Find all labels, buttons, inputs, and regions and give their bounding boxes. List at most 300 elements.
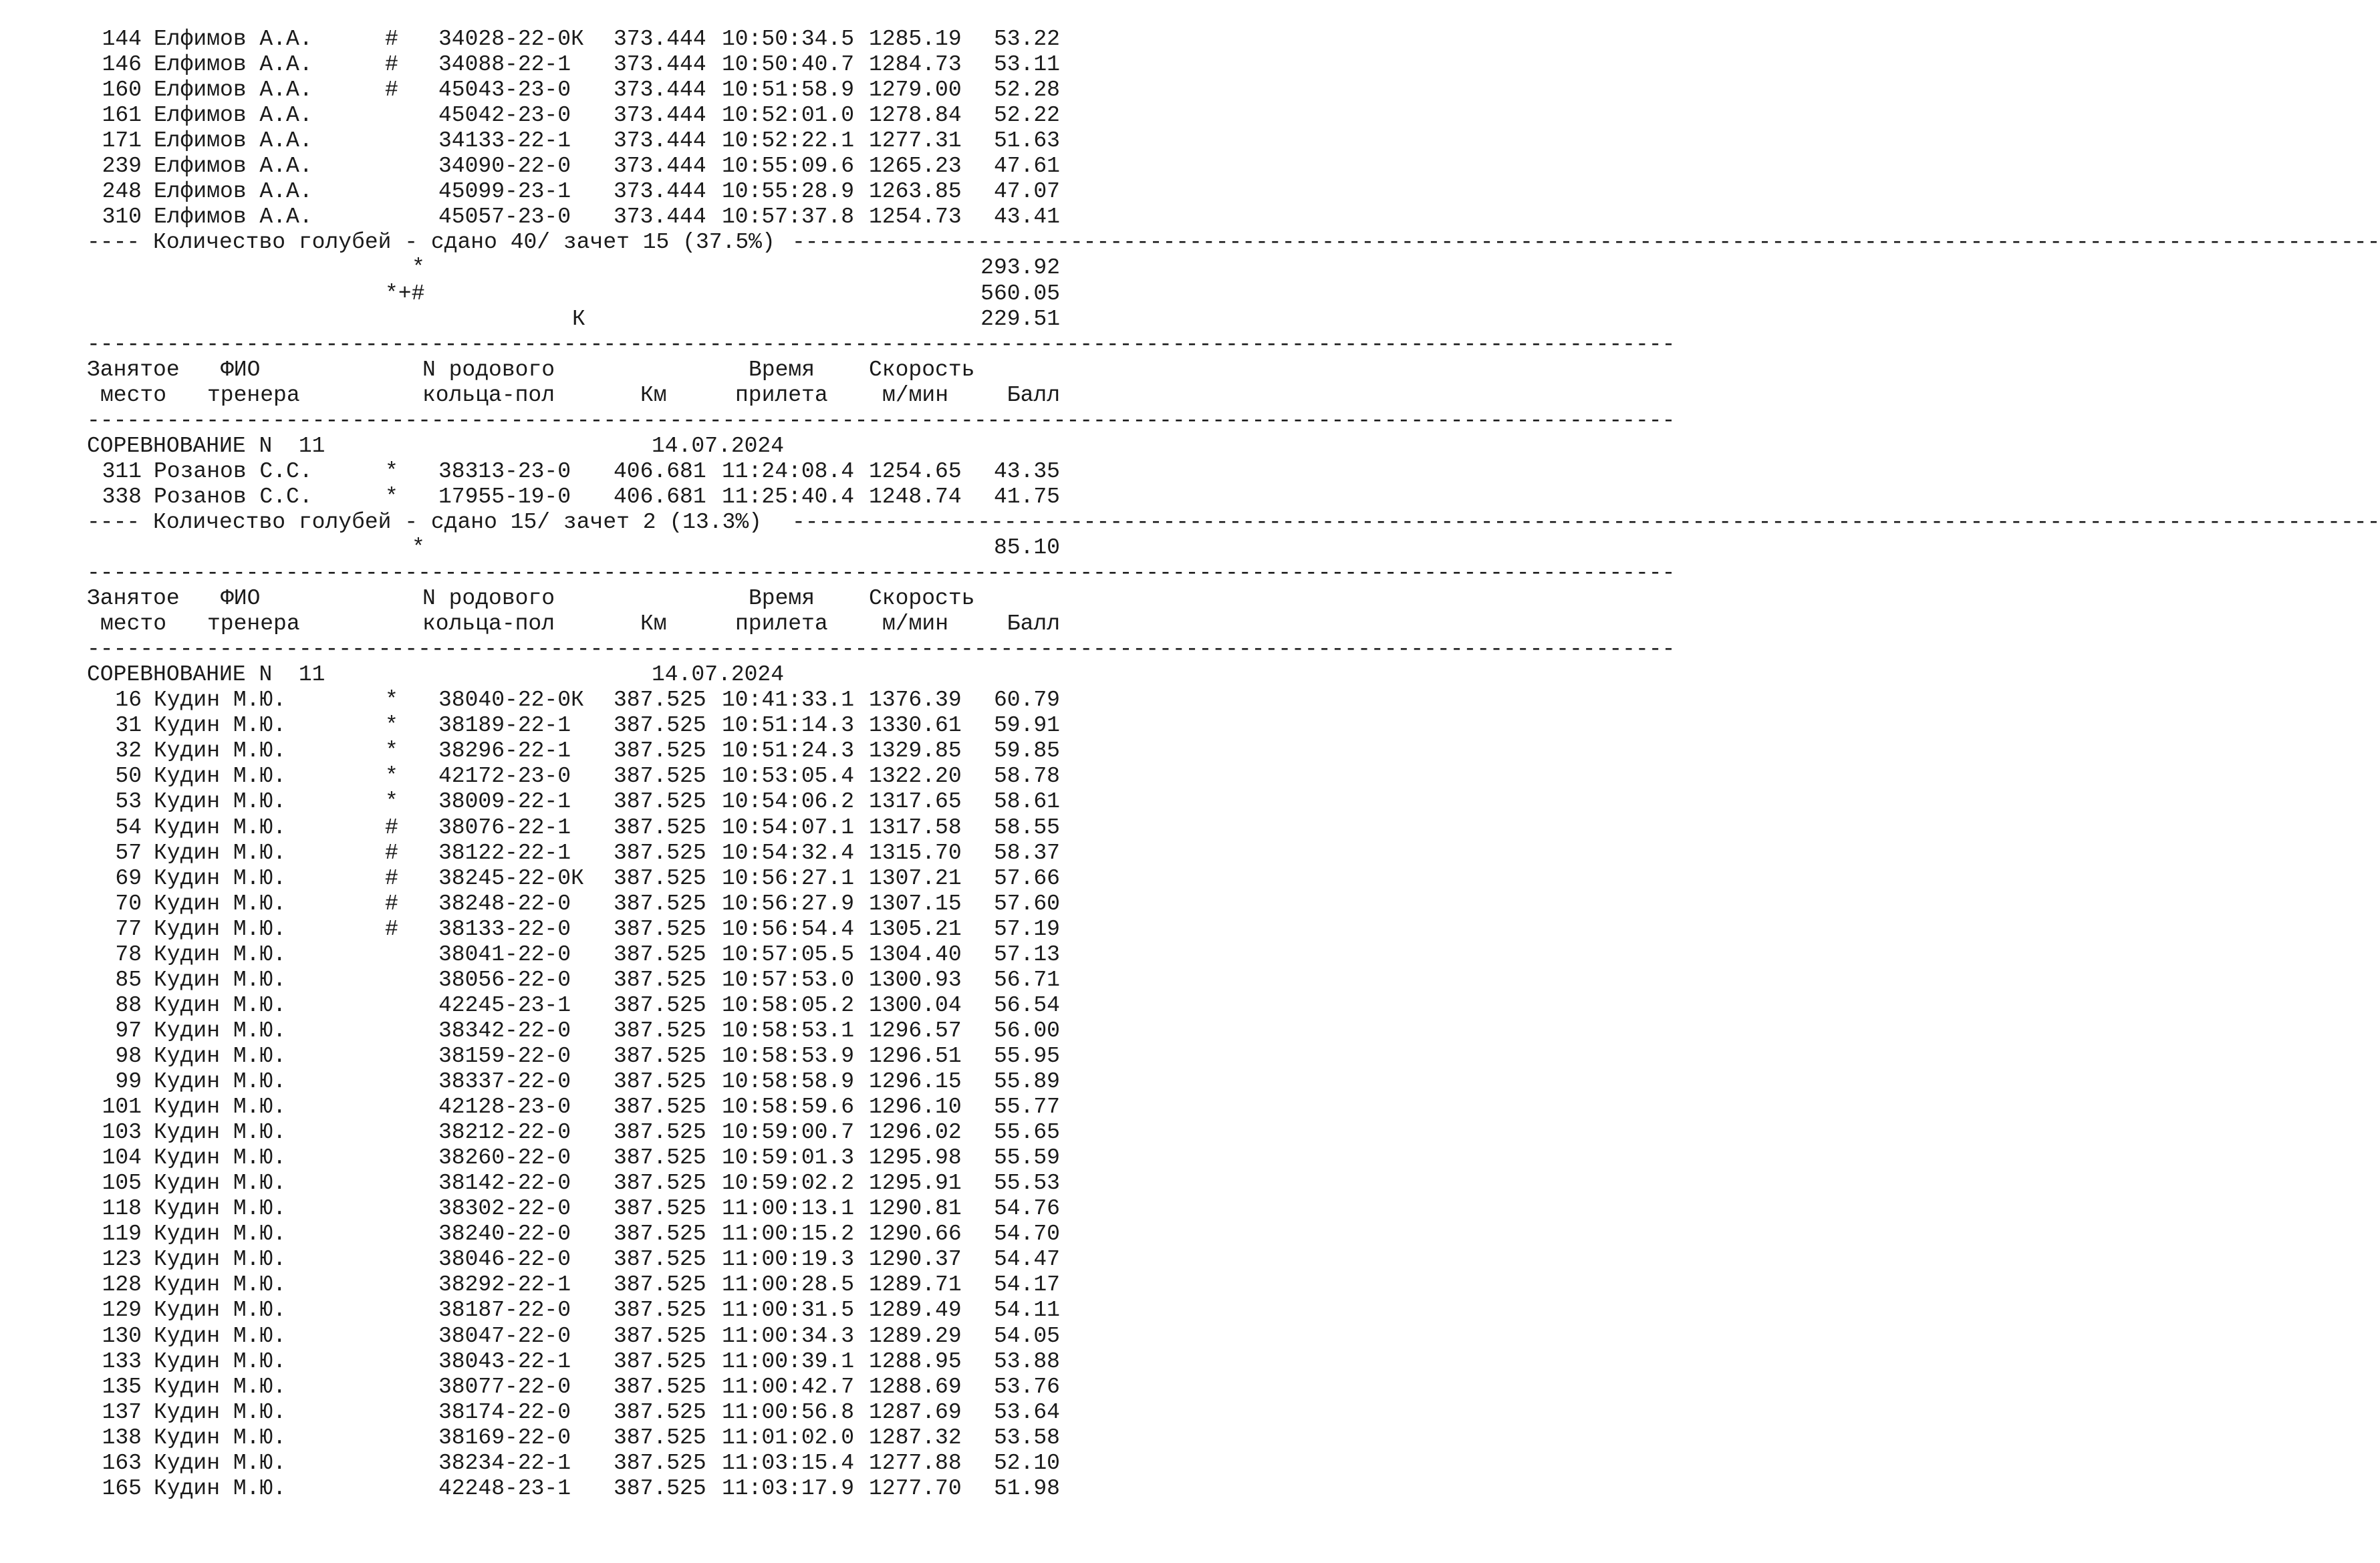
ring-number-cell: 38212-22-0 [438, 1120, 571, 1145]
speed-cell: 1296.51 [869, 1044, 962, 1069]
ring-number-cell: 38174-22-0 [438, 1400, 571, 1425]
header-time-2: прилета [735, 383, 828, 408]
points-cell: 58.55 [993, 815, 1060, 840]
trainer-name-cell: Кудин М.Ю. [154, 1247, 287, 1272]
ring-number-cell: 42248-23-1 [438, 1476, 571, 1501]
points-cell: 54.47 [993, 1247, 1060, 1272]
ring-number-cell: 34088-22-1 [438, 52, 571, 77]
arrival-time-cell: 11:00:15.2 [722, 1222, 855, 1246]
subtotal-mark: * [412, 535, 425, 560]
ring-number-cell: 45099-23-1 [438, 179, 571, 204]
trainer-name-cell: Кудин М.Ю. [154, 713, 287, 738]
ring-number-cell: 38159-22-0 [438, 1044, 571, 1069]
speed-cell: 1317.58 [869, 815, 962, 840]
trainer-name-cell: Кудин М.Ю. [154, 1476, 287, 1501]
speed-cell: 1288.95 [869, 1349, 962, 1374]
summary-text: ---- Количество голубей - сдано 40/ зачет 15 (37.5%) [87, 230, 775, 255]
speed-cell: 1290.66 [869, 1222, 962, 1246]
mark-cell: # [385, 891, 398, 916]
distance-cell: 387.525 [614, 1095, 706, 1119]
speed-cell: 1296.10 [869, 1095, 962, 1119]
trainer-name-cell: Елфимов А.А. [154, 204, 313, 229]
place-cell: 98 [115, 1044, 142, 1069]
table-row [0, 52, 1105, 78]
ring-number-cell: 38292-22-1 [438, 1272, 571, 1297]
speed-cell: 1278.84 [869, 103, 962, 128]
ring-number-cell: 45057-23-0 [438, 204, 571, 229]
speed-cell: 1248.74 [869, 484, 962, 509]
speed-cell: 1329.85 [869, 738, 962, 763]
arrival-time-cell: 10:53:05.4 [722, 764, 855, 789]
points-cell: 41.75 [993, 484, 1060, 509]
distance-cell: 387.525 [614, 968, 706, 992]
speed-cell: 1300.04 [869, 993, 962, 1018]
mark-cell: # [385, 917, 398, 942]
distance-cell: 373.444 [614, 78, 706, 102]
speed-cell: 1254.65 [869, 459, 962, 484]
speed-cell: 1300.93 [869, 968, 962, 992]
trainer-name-cell: Кудин М.Ю. [154, 1272, 287, 1297]
place-cell: 57 [115, 841, 142, 865]
ring-number-cell: 38046-22-0 [438, 1247, 571, 1272]
points-cell: 57.66 [993, 866, 1060, 891]
arrival-time-cell: 10:57:05.5 [722, 942, 855, 967]
place-cell: 171 [102, 128, 142, 153]
separator-line [0, 637, 1676, 662]
table-row [0, 1349, 1105, 1375]
mark-cell: * [385, 459, 398, 484]
distance-cell: 373.444 [614, 179, 706, 204]
table-row [0, 1247, 1105, 1272]
place-cell: 129 [102, 1298, 142, 1322]
distance-cell: 387.525 [614, 789, 706, 814]
ring-number-cell: 38302-22-0 [438, 1196, 571, 1221]
header-ring-2: кольца-пол [422, 383, 555, 408]
table-row [0, 789, 1105, 815]
arrival-time-cell: 10:58:05.2 [722, 993, 855, 1018]
distance-cell: 387.525 [614, 841, 706, 865]
distance-cell: 387.525 [614, 1222, 706, 1246]
header-speed-2: м/мин [882, 611, 949, 636]
points-cell: 53.64 [993, 1400, 1060, 1425]
trainer-name-cell: Кудин М.Ю. [154, 1451, 287, 1475]
distance-cell: 387.525 [614, 1476, 706, 1501]
ring-number-cell: 34133-22-1 [438, 128, 571, 153]
ring-number-cell: 17955-19-0 [438, 484, 571, 509]
summary-line [0, 510, 2380, 535]
separator-line [0, 561, 1676, 586]
distance-cell: 387.525 [614, 738, 706, 763]
table-row [0, 1044, 1105, 1069]
subtotal-mark: К [572, 307, 585, 331]
points-cell: 59.85 [993, 738, 1060, 763]
arrival-time-cell: 10:41:33.1 [722, 688, 855, 712]
subtotal-line [0, 307, 1105, 332]
speed-cell: 1305.21 [869, 917, 962, 942]
distance-cell: 387.525 [614, 815, 706, 840]
ring-number-cell: 38133-22-0 [438, 917, 571, 942]
header-fio: ФИО [221, 586, 261, 611]
speed-cell: 1290.37 [869, 1247, 962, 1272]
subtotal-value: 293.92 [980, 255, 1060, 280]
arrival-time-cell: 10:58:53.1 [722, 1018, 855, 1043]
trainer-name-cell: Кудин М.Ю. [154, 1120, 287, 1145]
table-row [0, 484, 1105, 510]
distance-cell: 387.525 [614, 1247, 706, 1272]
table-row [0, 1451, 1105, 1476]
ring-number-cell: 38313-23-0 [438, 459, 571, 484]
header-speed-2: м/мин [882, 383, 949, 408]
trainer-name-cell: Елфимов А.А. [154, 179, 313, 204]
distance-cell: 373.444 [614, 128, 706, 153]
points-cell: 58.61 [993, 789, 1060, 814]
trainer-name-cell: Кудин М.Ю. [154, 688, 287, 712]
arrival-time-cell: 10:57:53.0 [722, 968, 855, 992]
ring-number-cell: 38296-22-1 [438, 738, 571, 763]
distance-cell: 387.525 [614, 1298, 706, 1322]
table-row [0, 841, 1105, 866]
points-cell: 57.13 [993, 942, 1060, 967]
table-row [0, 713, 1105, 738]
place-cell: 104 [102, 1145, 142, 1170]
header-ring-2: кольца-пол [422, 611, 555, 636]
trainer-name-cell: Елфимов А.А. [154, 52, 313, 77]
arrival-time-cell: 11:00:39.1 [722, 1349, 855, 1374]
header-time: Время [749, 586, 815, 611]
summary-dash-fill: ------------------------------------------------------------------------------------------------------------------------ [792, 230, 2380, 255]
distance-cell: 387.525 [614, 1120, 706, 1145]
speed-cell: 1289.29 [869, 1324, 962, 1348]
header-km: Км [640, 383, 667, 408]
ring-number-cell: 38077-22-0 [438, 1375, 571, 1399]
points-cell: 54.11 [993, 1298, 1060, 1322]
speed-cell: 1376.39 [869, 688, 962, 712]
trainer-name-cell: Кудин М.Ю. [154, 866, 287, 891]
mark-cell: * [385, 688, 398, 712]
trainer-name-cell: Кудин М.Ю. [154, 1425, 287, 1450]
points-cell: 54.70 [993, 1222, 1060, 1246]
ring-number-cell: 38142-22-0 [438, 1171, 571, 1195]
trainer-name-cell: Кудин М.Ю. [154, 815, 287, 840]
header-time-2: прилета [735, 611, 828, 636]
speed-cell: 1285.19 [869, 27, 962, 51]
points-cell: 58.37 [993, 841, 1060, 865]
place-cell: 88 [115, 993, 142, 1018]
place-cell: 160 [102, 78, 142, 102]
table-row [0, 764, 1105, 789]
place-cell: 128 [102, 1272, 142, 1297]
place-cell: 50 [115, 764, 142, 789]
mark-cell: # [385, 866, 398, 891]
ring-number-cell: 34028-22-0К [438, 27, 584, 51]
header-points: Балл [1007, 611, 1060, 636]
distance-cell: 387.525 [614, 1069, 706, 1094]
competition-title-line [0, 434, 1105, 459]
speed-cell: 1277.88 [869, 1451, 962, 1475]
place-cell: 161 [102, 103, 142, 128]
header-place-2: место [100, 611, 167, 636]
arrival-time-cell: 10:56:27.1 [722, 866, 855, 891]
arrival-time-cell: 11:00:42.7 [722, 1375, 855, 1399]
ring-number-cell: 38169-22-0 [438, 1425, 571, 1450]
points-cell: 43.41 [993, 204, 1060, 229]
header-place: Занятое [87, 586, 180, 611]
arrival-time-cell: 10:54:06.2 [722, 789, 855, 814]
place-cell: 163 [102, 1451, 142, 1475]
points-cell: 53.58 [993, 1425, 1060, 1450]
trainer-name-cell: Кудин М.Ю. [154, 1400, 287, 1425]
arrival-time-cell: 10:54:07.1 [722, 815, 855, 840]
table-row [0, 204, 1105, 230]
header-km: Км [640, 611, 667, 636]
arrival-time-cell: 10:52:01.0 [722, 103, 855, 128]
speed-cell: 1296.57 [869, 1018, 962, 1043]
speed-cell: 1289.71 [869, 1272, 962, 1297]
points-cell: 56.00 [993, 1018, 1060, 1043]
points-cell: 47.61 [993, 154, 1060, 178]
ring-number-cell: 38234-22-1 [438, 1451, 571, 1475]
ring-number-cell: 38187-22-0 [438, 1298, 571, 1322]
mark-cell: # [385, 27, 398, 51]
distance-cell: 387.525 [614, 1400, 706, 1425]
speed-cell: 1315.70 [869, 841, 962, 865]
speed-cell: 1307.15 [869, 891, 962, 916]
distance-cell: 387.525 [614, 917, 706, 942]
table-header-row-1 [0, 358, 1105, 383]
place-cell: 248 [102, 179, 142, 204]
points-cell: 55.53 [993, 1171, 1060, 1195]
table-row [0, 891, 1105, 917]
ring-number-cell: 38122-22-1 [438, 841, 571, 865]
place-cell: 99 [115, 1069, 142, 1094]
mark-cell: * [385, 764, 398, 789]
arrival-time-cell: 11:03:17.9 [722, 1476, 855, 1501]
separator-line [0, 332, 1676, 358]
arrival-time-cell: 10:52:22.1 [722, 128, 855, 153]
subtotal-value: 229.51 [980, 307, 1060, 331]
table-header-row-2 [0, 611, 1105, 637]
distance-cell: 387.525 [614, 764, 706, 789]
arrival-time-cell: 10:55:28.9 [722, 179, 855, 204]
mark-cell: # [385, 78, 398, 102]
speed-cell: 1330.61 [869, 713, 962, 738]
trainer-name-cell: Кудин М.Ю. [154, 1196, 287, 1221]
header-fio-2: тренера [207, 383, 300, 408]
summary-text: ---- Количество голубей - сдано 15/ зачет 2 (13.3%) [87, 510, 762, 535]
place-cell: 165 [102, 1476, 142, 1501]
table-row [0, 459, 1105, 484]
arrival-time-cell: 11:00:34.3 [722, 1324, 855, 1348]
speed-cell: 1296.15 [869, 1069, 962, 1094]
speed-cell: 1295.98 [869, 1145, 962, 1170]
place-cell: 137 [102, 1400, 142, 1425]
table-row [0, 866, 1105, 891]
dash-separator: ------------------------------------------------------------------------------------------------------------------------ [87, 332, 1676, 357]
table-row [0, 1196, 1105, 1222]
place-cell: 85 [115, 968, 142, 992]
distance-cell: 387.525 [614, 1171, 706, 1195]
place-cell: 135 [102, 1375, 142, 1399]
header-fio-2: тренера [207, 611, 300, 636]
distance-cell: 387.525 [614, 1196, 706, 1221]
trainer-name-cell: Кудин М.Ю. [154, 917, 287, 942]
trainer-name-cell: Кудин М.Ю. [154, 891, 287, 916]
header-time: Время [749, 358, 815, 382]
ring-number-cell: 42245-23-1 [438, 993, 571, 1018]
arrival-time-cell: 11:01:02.0 [722, 1425, 855, 1450]
points-cell: 52.28 [993, 78, 1060, 102]
points-cell: 53.76 [993, 1375, 1060, 1399]
mark-cell: * [385, 789, 398, 814]
place-cell: 239 [102, 154, 142, 178]
mark-cell: * [385, 713, 398, 738]
table-row [0, 1095, 1105, 1120]
trainer-name-cell: Кудин М.Ю. [154, 1069, 287, 1094]
distance-cell: 387.525 [614, 866, 706, 891]
speed-cell: 1287.32 [869, 1425, 962, 1450]
arrival-time-cell: 10:58:58.9 [722, 1069, 855, 1094]
trainer-name-cell: Кудин М.Ю. [154, 1375, 287, 1399]
arrival-time-cell: 10:58:53.9 [722, 1044, 855, 1069]
trainer-name-cell: Елфимов А.А. [154, 154, 313, 178]
points-cell: 54.76 [993, 1196, 1060, 1221]
trainer-name-cell: Кудин М.Ю. [154, 1145, 287, 1170]
trainer-name-cell: Кудин М.Ю. [154, 1324, 287, 1348]
table-row [0, 993, 1105, 1018]
header-speed: Скорость [869, 586, 975, 611]
table-header-row-1 [0, 586, 1105, 611]
table-row [0, 968, 1105, 993]
trainer-name-cell: Елфимов А.А. [154, 128, 313, 153]
dash-separator: ------------------------------------------------------------------------------------------------------------------------ [87, 408, 1676, 433]
points-cell: 59.91 [993, 713, 1060, 738]
subtotal-line [0, 255, 1105, 281]
place-cell: 310 [102, 204, 142, 229]
place-cell: 338 [102, 484, 142, 509]
subtotal-line [0, 281, 1105, 307]
header-place-2: место [100, 383, 167, 408]
ring-number-cell: 38189-22-1 [438, 713, 571, 738]
place-cell: 101 [102, 1095, 142, 1119]
trainer-name-cell: Кудин М.Ю. [154, 1044, 287, 1069]
mark-cell: # [385, 52, 398, 77]
trainer-name-cell: Розанов С.С. [154, 484, 313, 509]
trainer-name-cell: Розанов С.С. [154, 459, 313, 484]
arrival-time-cell: 10:59:02.2 [722, 1171, 855, 1195]
arrival-time-cell: 11:00:56.8 [722, 1400, 855, 1425]
arrival-time-cell: 10:50:40.7 [722, 52, 855, 77]
place-cell: 53 [115, 789, 142, 814]
competition-title: СОРЕВНОВАНИЕ N 11 [87, 662, 325, 687]
place-cell: 70 [115, 891, 142, 916]
distance-cell: 387.525 [614, 891, 706, 916]
speed-cell: 1284.73 [869, 52, 962, 77]
ring-number-cell: 38043-22-1 [438, 1349, 571, 1374]
ring-number-cell: 38342-22-0 [438, 1018, 571, 1043]
points-cell: 54.17 [993, 1272, 1060, 1297]
table-row [0, 154, 1105, 179]
place-cell: 130 [102, 1324, 142, 1348]
distance-cell: 373.444 [614, 27, 706, 51]
table-row [0, 815, 1105, 841]
table-row [0, 1476, 1105, 1502]
distance-cell: 406.681 [614, 484, 706, 509]
competition-title: СОРЕВНОВАНИЕ N 11 [87, 434, 325, 458]
points-cell: 52.10 [993, 1451, 1060, 1475]
arrival-time-cell: 11:24:08.4 [722, 459, 855, 484]
table-row [0, 1272, 1105, 1298]
speed-cell: 1277.31 [869, 128, 962, 153]
arrival-time-cell: 10:54:32.4 [722, 841, 855, 865]
header-speed: Скорость [869, 358, 975, 382]
speed-cell: 1263.85 [869, 179, 962, 204]
points-cell: 52.22 [993, 103, 1060, 128]
table-header-row-2 [0, 383, 1105, 408]
speed-cell: 1288.69 [869, 1375, 962, 1399]
ring-number-cell: 38260-22-0 [438, 1145, 571, 1170]
separator-line [0, 408, 1676, 434]
place-cell: 69 [115, 866, 142, 891]
points-cell: 47.07 [993, 179, 1060, 204]
speed-cell: 1279.00 [869, 78, 962, 102]
distance-cell: 387.525 [614, 1349, 706, 1374]
place-cell: 119 [102, 1222, 142, 1246]
table-row [0, 738, 1105, 764]
arrival-time-cell: 11:00:19.3 [722, 1247, 855, 1272]
table-row [0, 1069, 1105, 1095]
arrival-time-cell: 10:51:24.3 [722, 738, 855, 763]
place-cell: 105 [102, 1171, 142, 1195]
header-points: Балл [1007, 383, 1060, 408]
mark-cell: # [385, 815, 398, 840]
place-cell: 78 [115, 942, 142, 967]
summary-line [0, 230, 2380, 255]
arrival-time-cell: 10:57:37.8 [722, 204, 855, 229]
trainer-name-cell: Кудин М.Ю. [154, 738, 287, 763]
distance-cell: 387.525 [614, 1375, 706, 1399]
table-row [0, 103, 1105, 128]
header-fio: ФИО [221, 358, 261, 382]
speed-cell: 1317.65 [869, 789, 962, 814]
table-row [0, 1222, 1105, 1247]
trainer-name-cell: Кудин М.Ю. [154, 841, 287, 865]
ring-number-cell: 42128-23-0 [438, 1095, 571, 1119]
table-row [0, 917, 1105, 942]
dash-separator: ------------------------------------------------------------------------------------------------------------------------ [87, 637, 1676, 662]
trainer-name-cell: Кудин М.Ю. [154, 968, 287, 992]
distance-cell: 387.525 [614, 688, 706, 712]
trainer-name-cell: Елфимов А.А. [154, 27, 313, 51]
points-cell: 53.11 [993, 52, 1060, 77]
table-row [0, 128, 1105, 154]
table-row [0, 78, 1105, 103]
distance-cell: 387.525 [614, 942, 706, 967]
header-ring: N родового [422, 358, 555, 382]
trainer-name-cell: Кудин М.Ю. [154, 1018, 287, 1043]
ring-number-cell: 38056-22-0 [438, 968, 571, 992]
place-cell: 123 [102, 1247, 142, 1272]
arrival-time-cell: 10:51:58.9 [722, 78, 855, 102]
ring-number-cell: 45043-23-0 [438, 78, 571, 102]
table-row [0, 688, 1105, 713]
speed-cell: 1290.81 [869, 1196, 962, 1221]
points-cell: 57.19 [993, 917, 1060, 942]
place-cell: 103 [102, 1120, 142, 1145]
speed-cell: 1277.70 [869, 1476, 962, 1501]
competition-date: 14.07.2024 [652, 434, 785, 458]
arrival-time-cell: 11:00:28.5 [722, 1272, 855, 1297]
arrival-time-cell: 10:50:34.5 [722, 27, 855, 51]
